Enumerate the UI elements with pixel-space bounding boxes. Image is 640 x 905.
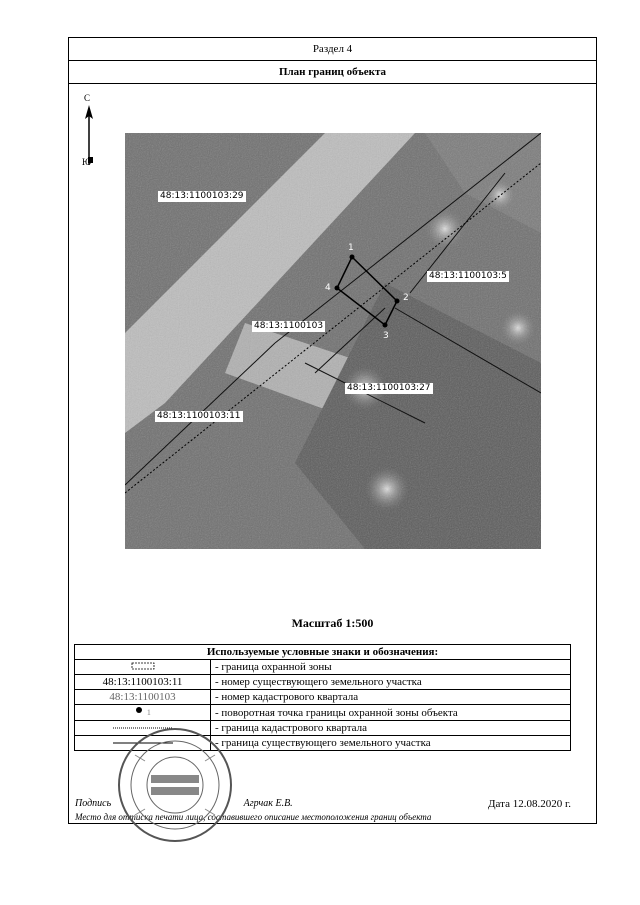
- legend-text: - граница существующего земельного участка: [211, 736, 571, 751]
- south-label: Ю: [82, 157, 92, 167]
- legend-row: [75, 705, 571, 721]
- dashed-rect-icon: [131, 662, 155, 670]
- parcel-label-29: 48:13:1100103:29: [160, 191, 244, 201]
- legend-text: - номер существующего земельного участка: [211, 675, 571, 690]
- turn-point-symbol: [75, 705, 211, 721]
- legend-header: Используемые условные знаки и обозначения:: [75, 645, 571, 660]
- north-label: С: [84, 93, 91, 103]
- section-title: Раздел 4: [69, 38, 596, 61]
- legend-text: - граница кадастрового квартала: [211, 721, 571, 736]
- legend-row: [75, 675, 571, 690]
- point-label-1: 1: [348, 243, 354, 253]
- turn-point-number: 1: [146, 708, 151, 717]
- aerial-map: [125, 133, 541, 549]
- legend-text: - поворотная точка границы охранной зоны объекта: [211, 705, 571, 721]
- signature-name: Агрчак Е.В.: [243, 798, 293, 809]
- signature-label: Подпись: [75, 798, 112, 809]
- seal-stamp-icon: [115, 725, 235, 845]
- quarter-label: 48:13:1100103: [254, 321, 324, 331]
- document-frame: [68, 37, 597, 824]
- parcel-label-11: 48:13:1100103:11: [157, 411, 241, 421]
- point-label-2: 2: [403, 293, 409, 303]
- legend-text: - номер кадастрового квартала: [211, 690, 571, 705]
- scale-label: Масштаб 1:500: [291, 616, 374, 630]
- zone-boundary-symbol: [75, 660, 211, 675]
- parcel-number-symbol: 48:13:1100103:11: [75, 675, 211, 690]
- north-arrow: [79, 93, 99, 203]
- point-label-3: 3: [383, 331, 389, 341]
- legend-row: [75, 660, 571, 675]
- quarter-number-symbol: 48:13:1100103: [75, 690, 211, 705]
- date-label: Дата 12.08.2020 г.: [488, 798, 571, 810]
- legend-row: [75, 690, 571, 705]
- seal-place-label: Место для оттиска печати лица, составившего описание местоположения границ объекта: [75, 812, 432, 822]
- plan-title: План границ объекта: [69, 61, 596, 84]
- parcel-label-5: 48:13:1100103:5: [429, 271, 507, 281]
- dot-icon: [134, 705, 144, 715]
- legend-text: - граница охранной зоны: [211, 660, 571, 675]
- north-arrow-icon: [79, 105, 99, 185]
- point-label-4: 4: [325, 283, 331, 293]
- parcel-label-27: 48:13:1100103:27: [347, 383, 431, 393]
